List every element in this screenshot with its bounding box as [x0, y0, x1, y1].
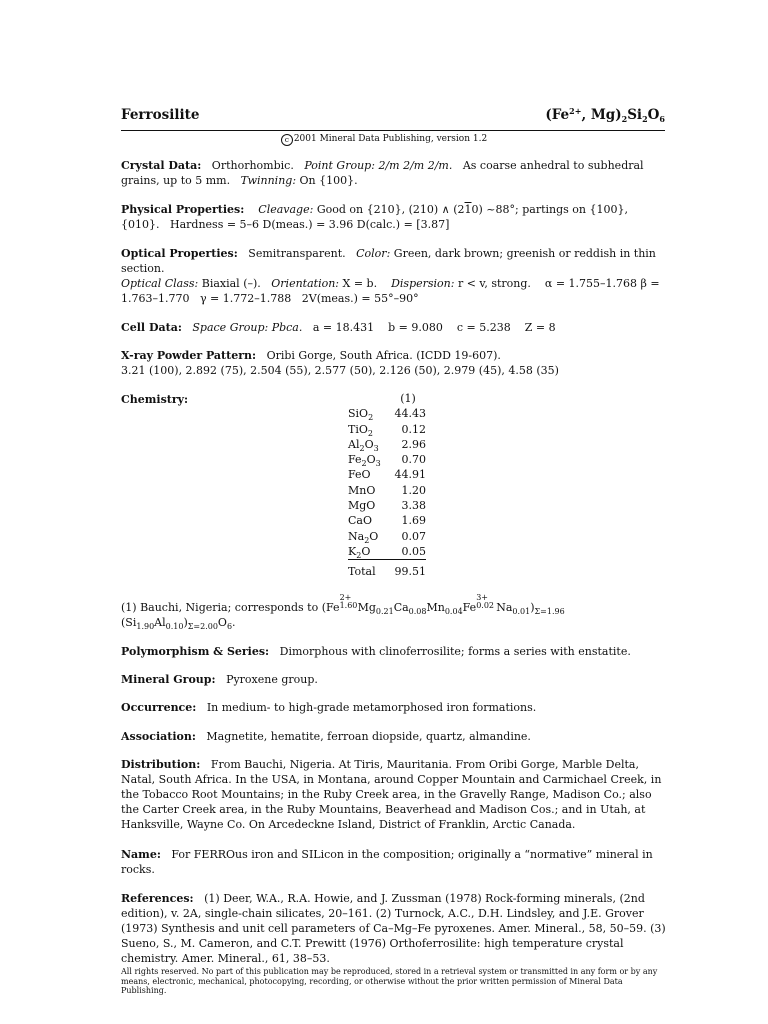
- table-row: $Al_2O_3$ 2.96: [348, 437, 426, 453]
- section-label: Distribution:: [121, 758, 201, 771]
- distribution-section: Distribution: From Bauchi, Nigeria. At Tiris, Mauritania. From Oribi Gorge, Marble Delta, Natal, South Africa. In the USA, in Montana, around Copper Mountain and Carmichael Creek, in the Tobacco Root Mountains; in the Ruby Creek area, in the Gravelly Range, Madison Co.; also the Carter Creek area, in the Ruby Mountains, Beaverhead and Madison Cos.; and in Utah, at Hanksville, Wayne Co. On Arcedeckne Island, District of Franklin, Arctic Canada.: [121, 758, 662, 831]
- chemistry-note: (1) Bauchi, Nigeria; corresponds to (Fe 2+ 1.60 $Mg_{0.21}Ca_{0.08}Mn_{0.04}Fe$ 3+ 0.02 $Na_{0.01})_{\Sigma=1.96}$ $(Si_{1.90}Al_{0.10})_{\Sigma=2.00}O_6$.: [121, 593, 565, 631]
- section-label: X-ray Powder Pattern:: [121, 349, 257, 362]
- table-row: SiO$_2$ 44.43: [348, 407, 426, 423]
- section-label: Name:: [121, 848, 161, 861]
- table-row: $Na_2O$ 0.07: [348, 529, 426, 545]
- copyright-footer: All rights reserved. No part of this publication may be reproduced, stored in a retrieval system or transmitted in any form or by any means, electronic, mechanical, photocopying, recording, or otherwise without the prior written permission of Mineral Data Publishing.: [121, 967, 658, 995]
- table-row: CaO 1.69: [348, 514, 426, 528]
- copyright-line: c 2001 Mineral Data Publishing, version 1.2: [0, 132, 768, 147]
- section-label: Optical Properties:: [121, 247, 238, 260]
- table-total-row: Total 99.51: [348, 560, 426, 580]
- section-label: Association:: [121, 730, 196, 743]
- section-label: Mineral Group:: [121, 673, 216, 686]
- table-header-row: (1): [400, 392, 416, 405]
- name-section: Name: For FERROus iron and SILicon in the composition; originally a “normative” mineral in rocks.: [121, 848, 653, 876]
- table-row: MgO 3.38: [348, 499, 426, 513]
- references-section: References: (1) Deer, W.A., R.A. Howie, and J. Zussman (1978) Rock-forming minerals, (2nd edition), v. 2A, single-chain silicates, 20–161. (2) Turnock, A.C., D.H. Lindsley, and J.E. Grover (1973) Synthesis and unit cell parameters of Ca–Mg–Fe pyroxenes. Amer. Mineral., 58, 50–59. (3) Sueno, S., M. Cameron, and C.T. Prewitt (1976) Orthoferrosilite: high temperature crystal chemistry. Amer. Mineral., 61, 38–53.: [121, 892, 666, 965]
- table-row: FeO 44.91: [348, 468, 426, 482]
- page-header: [121, 108, 665, 123]
- section-label: References:: [121, 892, 194, 905]
- association-section: Association: Magnetite, hematite, ferroan diopside, quartz, almandine.: [121, 730, 531, 743]
- section-label: Occurrence:: [121, 701, 197, 714]
- cell-data-section: Cell Data: Space Group: Pbca. a = 18.431 b = 9.080 c = 5.238 Z = 8: [121, 321, 556, 334]
- section-label: Cell Data:: [121, 321, 182, 334]
- copyright-icon: c: [281, 134, 293, 146]
- mineral-formula: ($Fe^{2+}$, $Mg)_2Si_2O_6$: [545, 106, 665, 124]
- mineral-group-section: Mineral Group: Pyroxene group.: [121, 673, 318, 686]
- table-row: $Fe_2O_3$ 0.70: [348, 453, 426, 469]
- header-rule: [121, 130, 665, 131]
- section-label: Polymorphism & Series:: [121, 645, 270, 658]
- polymorphism-section: Polymorphism & Series: Dimorphous with clinoferrosilite; forms a series with enstatite.: [121, 645, 631, 658]
- physical-properties-section: Physical Properties: Cleavage: Good on {210}, (210) ∧ (210) ~88°; partings on {100}, {010}. Hardness = 5–6 D(meas.) = 3.96 D(calc.) = [3.87]: [121, 203, 628, 231]
- table-row: MnO 1.20: [348, 483, 426, 497]
- section-label: Chemistry:: [121, 393, 189, 406]
- table-row: $K_2O$ 0.05: [348, 544, 426, 560]
- optical-properties-section: Optical Properties: Semitransparent. Color: Green, dark brown; greenish or reddish in thin section. Optical Class: Biaxial (–). Orientation: X = b. Dispersion: r < v, strong. α = 1.755–1.768 β = 1.763–1.770 γ = 1.772–1.788 2V(meas.) = 55°–90°: [121, 247, 660, 305]
- mineral-title: Ferrosilite: [121, 107, 200, 123]
- table-row: TiO$_2$ 0.12: [348, 422, 426, 438]
- xray-powder-section: X-ray Powder Pattern: Oribi Gorge, South Africa. (ICDD 19-607). 3.21 (100), 2.892 (75), 2.504 (55), 2.577 (50), 2.126 (50), 2.979 (45), 4.58 (35): [121, 349, 559, 377]
- occurrence-section: Occurrence: In medium- to high-grade metamorphosed iron formations.: [121, 701, 537, 714]
- crystal-data-section: Crystal Data: Orthorhombic. Point Group: 2/m 2/m 2/m. As coarse anhedral to subhedral grains, up to 5 mm. Twinning: On {100}.: [121, 159, 644, 187]
- section-label: Physical Properties:: [121, 203, 245, 216]
- chemistry-table: [348, 391, 426, 580]
- section-label: Crystal Data:: [121, 159, 202, 172]
